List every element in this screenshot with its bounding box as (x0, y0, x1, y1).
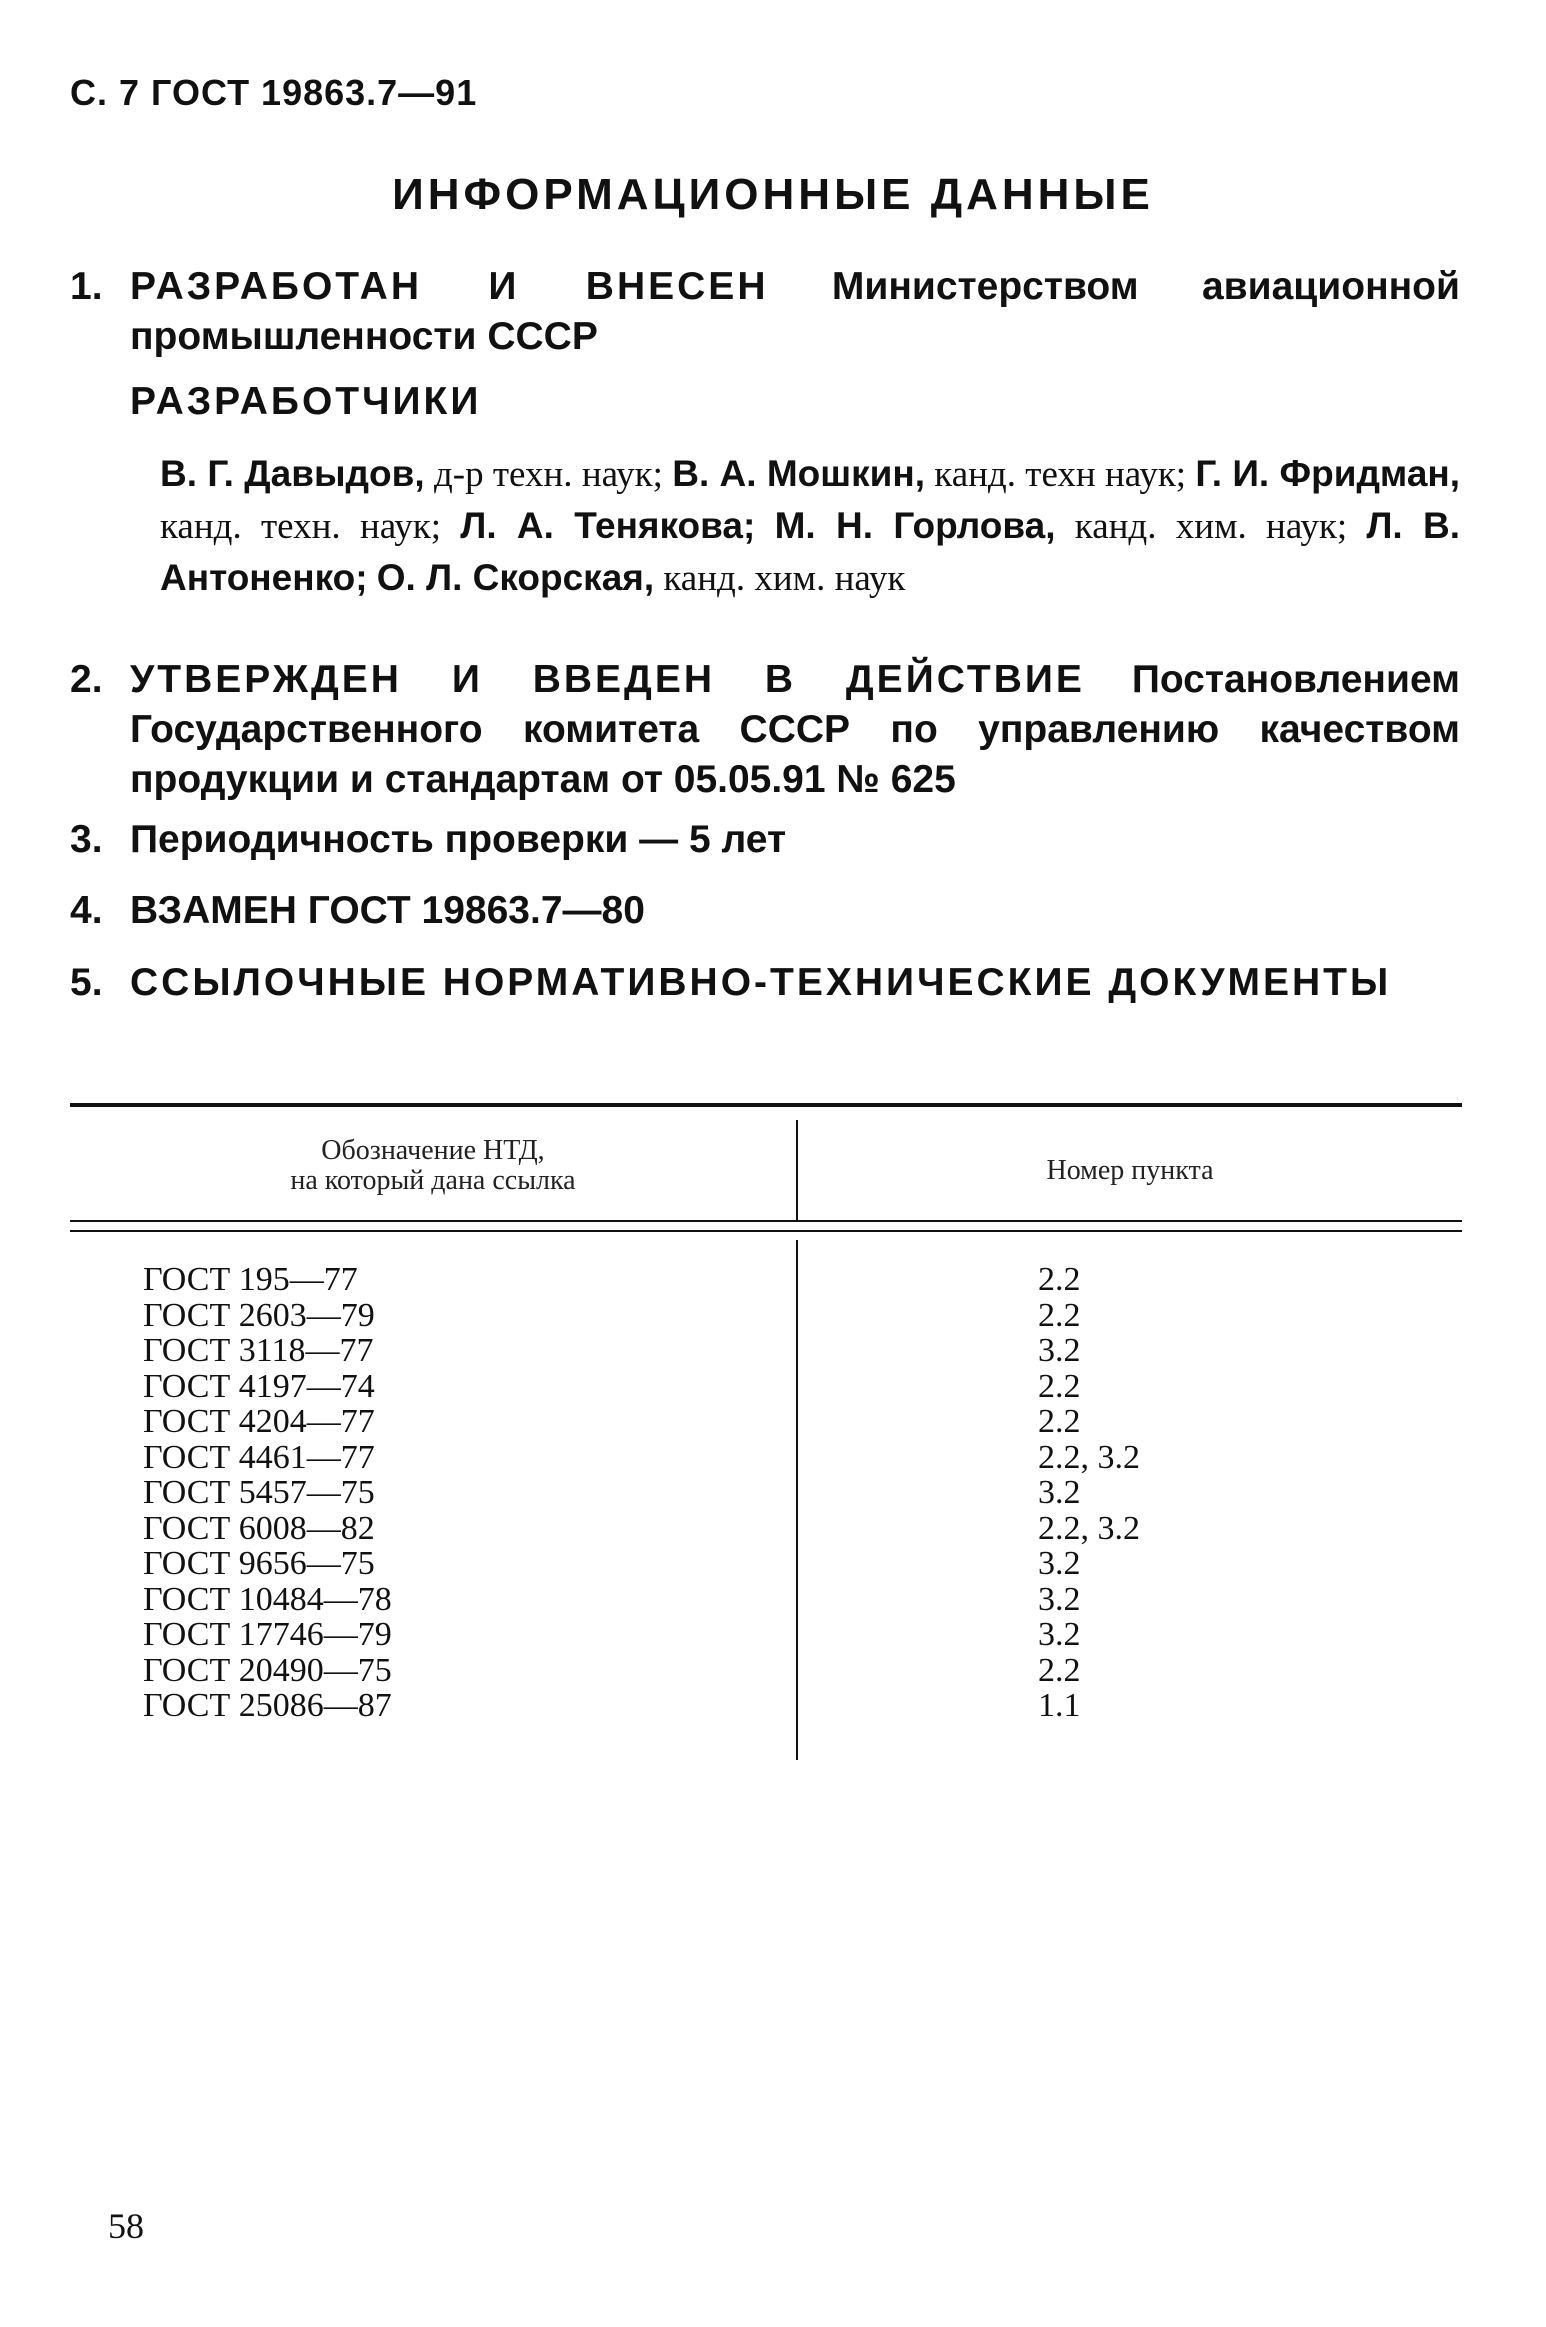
page-header: С. 7 ГОСТ 19863.7—91 (70, 72, 478, 113)
developer-degree: канд. техн. наук; (160, 506, 442, 547)
item-heading: ССЫЛОЧНЫЕ НОРМАТИВНО-ТЕХНИЧЕСКИЕ ДОКУМЕНТЫ (130, 961, 1392, 1004)
table-top-rule (70, 1103, 1462, 1107)
table-cell-document: ГОСТ 4197—74 (143, 1367, 375, 1405)
table-cell-document: ГОСТ 2603—79 (143, 1296, 375, 1334)
developer-name: В. А. Мошкин, (672, 453, 925, 494)
table-cell-document: ГОСТ 6008—82 (143, 1509, 375, 1547)
developer-name: Л. В. Антоненко; (160, 505, 1461, 598)
developer-name: Г. И. Фридман, (1195, 453, 1461, 494)
table-cell-document: ГОСТ 17746—79 (143, 1616, 392, 1653)
table-cell-document: ГОСТ 195—77 (143, 1261, 358, 1298)
info-item-5 (70, 958, 1460, 1008)
table-cell-point: 3.2 (1038, 1580, 1081, 1618)
info-item-3 (70, 815, 1460, 865)
developers-heading: РАЗРАБОТЧИКИ (130, 380, 482, 423)
table-cell-point: 3.2 (1038, 1545, 1081, 1582)
table-point-column (1038, 1262, 1140, 1724)
table-header-rule (70, 1230, 1462, 1232)
item-text: Постановлением Государственного комитета СССР по управлению качеством продукции и стандартам от 05.05.91 № 625 (130, 658, 1460, 801)
table-cell-document: ГОСТ 20490—75 (143, 1651, 392, 1689)
table-cell-document: ГОСТ 10484—78 (143, 1580, 392, 1618)
item-number: 5. (70, 961, 103, 1004)
table-cell-point: 1.1 (1038, 1687, 1081, 1724)
table-cell-point: 3.2 (1038, 1474, 1081, 1511)
table-header-rule (70, 1220, 1462, 1222)
table-cell-point: 2.2 (1038, 1651, 1081, 1689)
table-cell-document: ГОСТ 4461—77 (143, 1438, 375, 1476)
page-number: 58 (108, 2206, 144, 2246)
developer-degree: канд. хим. наук (663, 558, 906, 599)
table-cell-point: 2.2 (1038, 1296, 1081, 1334)
developer-name: М. Н. Горлова, (774, 505, 1056, 546)
table-column-header-point: Номер пункта (1046, 1155, 1214, 1186)
item-text: Периодичность проверки — 5 лет (130, 818, 787, 861)
item-text: ВЗАМЕН ГОСТ 19863.7—80 (130, 889, 645, 932)
developers-list (160, 448, 1460, 604)
info-item-2 (70, 655, 1460, 805)
item-number: 4. (70, 889, 103, 932)
item-heading: УТВЕРЖДЕН И ВВЕДЕН В ДЕЙСТВИЕ (130, 658, 1085, 701)
table-cell-point: 3.2 (1038, 1332, 1081, 1369)
developer-name: В. Г. Давыдов, (160, 453, 425, 494)
item-number: 3. (70, 818, 103, 861)
document-title: ИНФОРМАЦИОННЫЕ ДАННЫЕ (392, 170, 1154, 219)
developer-degree: канд. хим. наук; (1074, 506, 1348, 547)
column-header-line: Обозначение НТД, (321, 1135, 545, 1166)
developer-degree: канд. техн наук; (934, 454, 1187, 495)
table-cell-document: ГОСТ 5457—75 (143, 1474, 375, 1511)
table-body-divider (796, 1240, 798, 1760)
info-item-1 (70, 262, 1460, 362)
table-cell-document: ГОСТ 3118—77 (143, 1332, 374, 1369)
table-cell-point: 2.2, 3.2 (1038, 1438, 1140, 1476)
table-cell-point: 2.2 (1038, 1367, 1081, 1405)
table-column-header-document (70, 1136, 796, 1196)
item-text: Министерством авиационной промышленности СССР (130, 265, 1460, 358)
table-cell-point: 2.2, 3.2 (1038, 1509, 1140, 1547)
developer-name: О. Л. Скорская, (376, 557, 655, 598)
table-document-column (143, 1262, 392, 1724)
table-cell-document: ГОСТ 9656—75 (143, 1545, 375, 1582)
info-item-4 (70, 886, 1460, 936)
table-cell-point: 2.2 (1038, 1403, 1081, 1440)
developer-name: Л. А. Тенякова; (460, 505, 756, 546)
column-header-line: на который дана ссылка (290, 1165, 576, 1196)
item-heading: РАЗРАБОТАН И ВНЕСЕН (130, 265, 769, 308)
developer-degree: д-р техн. наук; (433, 454, 663, 495)
table-cell-document: ГОСТ 4204—77 (143, 1403, 375, 1440)
table-cell-point: 2.2 (1038, 1261, 1081, 1298)
item-number: 2. (70, 658, 103, 701)
table-cell-document: ГОСТ 25086—87 (143, 1687, 392, 1724)
item-number: 1. (70, 265, 103, 308)
table-cell-point: 3.2 (1038, 1616, 1081, 1653)
